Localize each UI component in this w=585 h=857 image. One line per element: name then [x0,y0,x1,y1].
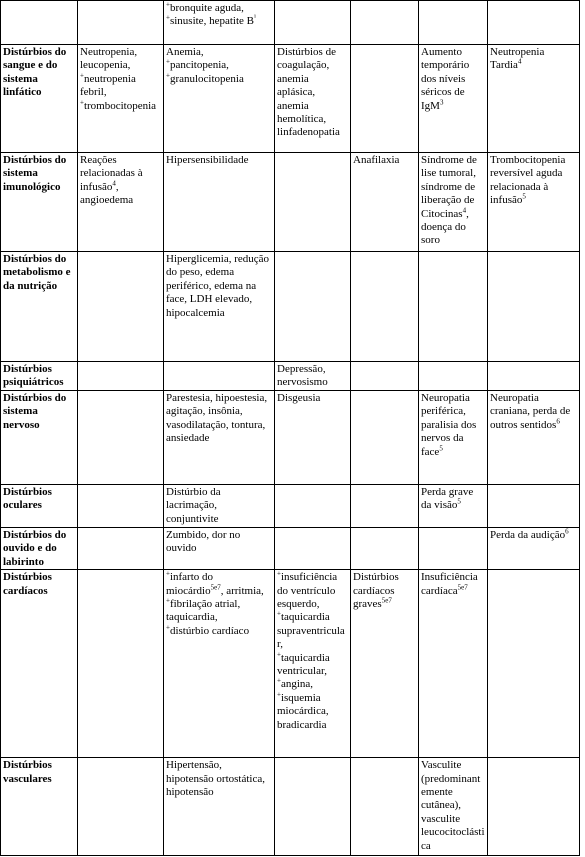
reaction-entry: Parestesia, hipoestesia, agitação, insônia, vasodilatação, tontura, ansiedade [166,392,268,445]
reaction-entry: Neutropenia Tardia$^4$ [490,46,545,72]
frequency-cell [164,485,275,528]
footnote-marker: 5e7 [210,582,221,591]
new-reaction-marker: + [166,623,170,632]
frequency-cell [164,528,275,570]
frequency-cell [488,153,580,252]
reaction-entry: Distúrbio da lacrimação, conjuntivite [166,486,221,525]
system-organ-class-cell: Distúrbios cardíacos [1,570,78,758]
system-organ-class-cell: Distúrbios psiquiátricos [1,362,78,391]
reaction-entry: Depressão, nervosismo [277,363,328,389]
table-row [1,45,580,153]
frequency-cell [488,570,580,758]
reaction-entry: +isquemia miocárdica, bradicardia [277,690,329,731]
reaction-entry: +insuficiência do ventrículo esquerdo, [277,569,338,611]
frequency-cell [275,252,351,362]
new-reaction-marker: + [277,690,281,699]
new-reaction-marker: + [166,57,170,66]
system-organ-class-cell: Distúrbios do metabolismo e da nutrição [1,252,78,362]
table-row [1,1,580,45]
reaction-entry: Neuropatia craniana, perda de outros sentidos$^6$ [490,392,571,431]
reaction-entry: +taquicardia supraventricular, [277,609,345,651]
frequency-cell [419,362,488,391]
new-reaction-marker: + [166,569,170,578]
frequency-cell [275,1,351,45]
reaction-entry: +taquicardia ventricular, [277,650,330,678]
frequency-cell [164,758,275,856]
frequency-cell [488,1,580,45]
reaction-entry: +fibrilação atrial, taquicardia, [166,596,241,624]
reaction-entry: +sinusite, hepatite $B^{^1}$ [166,13,257,28]
system-organ-class-cell: Distúrbios do ouvido e do labirinto [1,528,78,570]
reaction-entry: Trombocitopenia reversível aguda relacionada à infusão$^5$ [490,154,566,207]
reaction-entry: Hipertensão, hipotensão ortostática, hipotensão [166,759,265,799]
new-reaction-marker: + [277,569,281,578]
reaction-entry: Hipersensibilidade [166,154,249,166]
footnote-marker: 5 [457,497,461,506]
frequency-cell [164,1,275,45]
frequency-cell [275,758,351,856]
reaction-entry: Disgeusia [277,392,321,404]
frequency-cell [78,362,164,391]
reaction-entry: Vasculite (predominantemente cutânea), vasculite leucocitoclástica [421,759,485,852]
frequency-cell [78,1,164,45]
new-reaction-marker: + [80,97,84,106]
footnote-marker: 4 [112,179,116,188]
frequency-cell [164,362,275,391]
new-reaction-marker: + [166,0,170,9]
frequency-cell [351,362,419,391]
reaction-entry: +granulocitopenia [166,71,244,85]
frequency-cell [275,528,351,570]
reaction-entry: +angina, [277,676,314,691]
frequency-cell [164,252,275,362]
frequency-cell [488,362,580,391]
system-organ-class-cell: Distúrbios do sangue e do sistema linfático [1,45,78,153]
frequency-cell [275,362,351,391]
frequency-cell [78,758,164,856]
reaction-entry: leucopenia, [80,59,131,72]
reaction-entry: Perda grave da visão$^5$ [421,486,474,512]
footnote-marker: 6 [556,417,560,426]
frequency-cell [419,570,488,758]
frequency-cell [164,570,275,758]
reaction-entry: +infarto do miocárdio$^{5e7}$, arritmia, [166,569,264,597]
reaction-entry: linfadenopatia [277,126,340,139]
frequency-cell [164,45,275,153]
reaction-entry: Perda da audição$^6$ [490,527,569,541]
frequency-cell [275,45,351,153]
reaction-entry: Neutropenia, [80,46,138,58]
footnote-marker: 3 [439,97,444,106]
table-row [1,758,580,856]
frequency-cell [164,391,275,485]
reaction-entry: Hiperglicemia, redução do peso, edema periférico, edema na face, LDH elevado, hipocalcemia [166,253,270,319]
frequency-cell [351,1,419,45]
frequency-cell [351,528,419,570]
footnote-marker: 4 [517,57,522,66]
frequency-cell [419,252,488,362]
frequency-cell [419,485,488,528]
table-row [1,391,580,485]
new-reaction-marker: + [80,71,84,80]
frequency-cell [351,570,419,758]
system-organ-class-cell: Distúrbios do sistema nervoso [1,391,78,485]
footnote-marker: ¹ [253,13,257,22]
system-organ-class-cell: Distúrbios oculares [1,485,78,528]
footnote-marker: 5 [439,443,443,452]
frequency-cell [275,153,351,252]
frequency-cell [275,485,351,528]
frequency-cell [419,758,488,856]
frequency-cell [78,45,164,153]
frequency-cell [78,391,164,485]
new-reaction-marker: + [166,13,170,22]
frequency-cell [78,485,164,528]
frequency-cell [275,570,351,758]
frequency-cell [419,1,488,45]
reaction-entry: Anemia, [166,46,204,58]
reaction-entry: Síndrome de lise tumoral, síndrome de liberação de Citocinas$^4$, [421,154,477,220]
footnote-marker: 5 [522,192,526,201]
frequency-cell [351,485,419,528]
reaction-entry: Aumento temporário dos níveis séricos de IgM$^3$ [421,46,470,112]
reaction-entry: angioedema [80,194,134,207]
frequency-cell [78,252,164,362]
frequency-cell [164,153,275,252]
frequency-cell [351,758,419,856]
reaction-entry: Reações relacionadas à infusão$^4$, [80,154,143,193]
footnote-marker: 4 [462,205,467,214]
frequency-cell [351,153,419,252]
reaction-entry: +neutropenia febril, [80,71,136,99]
system-organ-class-cell: Distúrbios vasculares [1,758,78,856]
new-reaction-marker: + [166,71,170,80]
frequency-cell [488,758,580,856]
system-organ-class-cell [1,1,78,45]
frequency-cell [351,391,419,485]
new-reaction-marker: + [166,596,170,605]
frequency-cell [488,252,580,362]
reaction-entry: Distúrbios cardíacos graves$^{5e7}$ [353,571,399,611]
frequency-cell [275,391,351,485]
reaction-entry: +distúrbio cardíaco [166,623,250,637]
reaction-entry: +bronquite aguda, [166,0,244,14]
frequency-cell [488,45,580,153]
frequency-cell [78,528,164,570]
new-reaction-marker: + [277,676,281,685]
frequency-cell [351,45,419,153]
frequency-cell [419,153,488,252]
reaction-entry: +trombocitopenia [80,97,157,112]
reaction-entry: +pancitopenia, [166,57,229,72]
reaction-entry: Insuficiência cardíaca$^{5e7}$ [421,571,478,597]
frequency-cell [419,391,488,485]
table-body [1,1,580,856]
frequency-cell [488,528,580,570]
new-reaction-marker: + [277,609,281,618]
reaction-entry: Distúrbios de coagulação, anemia aplásica, anemia hemolítica, [277,46,336,126]
table-row [1,153,580,252]
reaction-entry: Anafilaxia [353,154,400,166]
frequency-cell [488,485,580,528]
frequency-cell [351,252,419,362]
table-row [1,528,580,570]
frequency-cell [419,528,488,570]
system-organ-class-cell: Distúrbios do sistema imunológico [1,153,78,252]
new-reaction-marker: + [277,650,281,658]
footnote-marker: 5e7 [457,582,468,591]
reaction-entry: Zumbido, dor no ouvido [166,529,241,555]
reaction-entry: doença do soro [421,221,466,247]
table-row [1,362,580,391]
frequency-cell [419,45,488,153]
footnote-marker: 5e7 [381,596,392,605]
frequency-cell [488,391,580,485]
reaction-entry: Neuropatia periférica, paralisia dos nervos da face$^5$ [421,392,477,458]
frequency-cell [78,153,164,252]
frequency-cell [78,570,164,758]
footnote-marker: 6 [565,527,569,536]
table-row [1,485,580,528]
table-row [1,570,580,758]
table-row [1,252,580,362]
